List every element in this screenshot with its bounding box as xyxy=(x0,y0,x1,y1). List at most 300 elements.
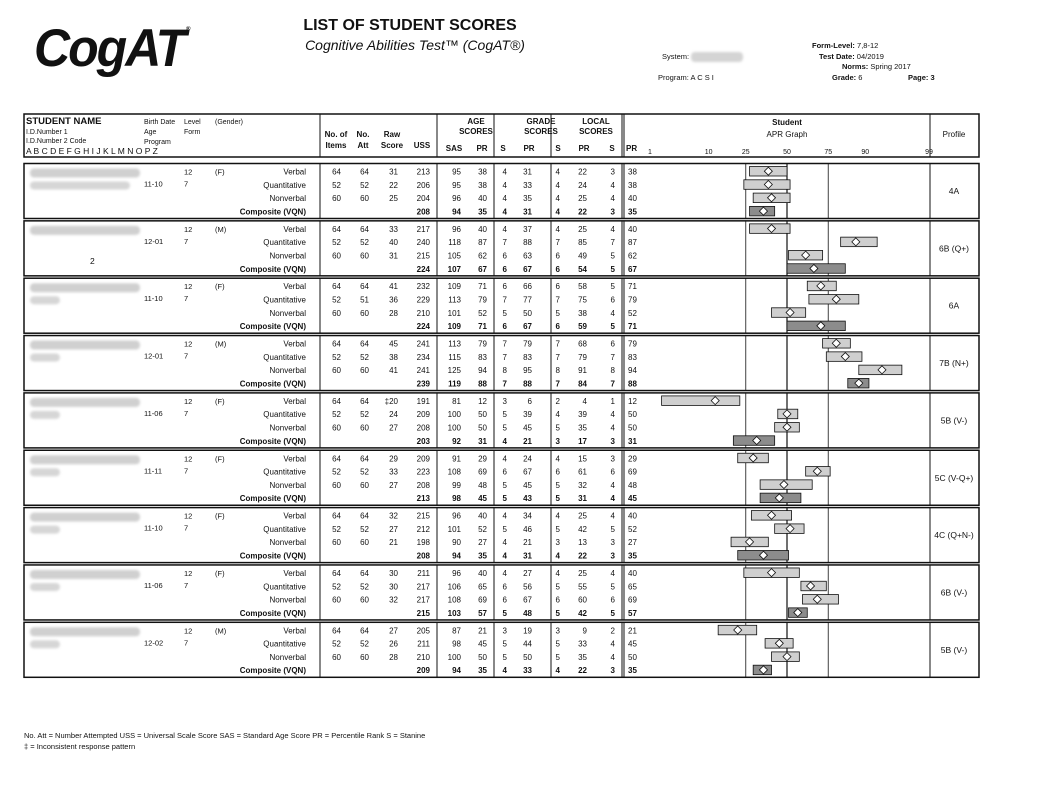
student-block xyxy=(24,336,979,391)
score-sas: 96 xyxy=(452,511,461,521)
graph-tick-25: 25 xyxy=(741,149,750,156)
graph-pr-value: 35 xyxy=(628,207,637,217)
score-local-s: 4 xyxy=(610,194,615,204)
score-items: 64 xyxy=(332,167,341,177)
score-age-pr: 69 xyxy=(478,595,487,605)
score-local-s: 3 xyxy=(610,436,615,446)
score-age-pr: 52 xyxy=(478,524,487,534)
graph-pr-value: 57 xyxy=(628,608,637,618)
score-grade-s: 2 xyxy=(555,396,560,406)
student-age: 11-10 xyxy=(144,523,163,533)
score-att: 52 xyxy=(360,524,369,534)
score-row-label: Quantitative xyxy=(263,238,306,248)
student-form: 7 xyxy=(184,351,189,361)
score-uss: 208 xyxy=(416,551,430,561)
score-age-pr: 50 xyxy=(478,423,487,433)
score-local-pr: 54 xyxy=(578,264,587,274)
graph-pr-value: 71 xyxy=(628,282,637,292)
graph-pr-value: 67 xyxy=(628,264,637,274)
redacted-name xyxy=(30,627,140,636)
score-grade-pr: 44 xyxy=(523,639,532,649)
score-uss: 232 xyxy=(416,282,430,292)
score-age-s: 4 xyxy=(502,224,507,234)
score-local-s: 5 xyxy=(610,524,615,534)
student-gender: (F) xyxy=(215,454,225,464)
score-age-s: 4 xyxy=(502,551,507,561)
score-grade-s: 5 xyxy=(555,608,560,618)
score-att: 64 xyxy=(360,167,369,177)
score-grade-pr: 67 xyxy=(523,595,532,605)
score-local-pr: 22 xyxy=(578,207,587,217)
graph-pr-value: 69 xyxy=(628,467,637,477)
score-raw: 28 xyxy=(389,308,398,318)
score-row-label: Verbal xyxy=(283,224,306,234)
score-sas: 113 xyxy=(448,339,461,349)
score-att: 52 xyxy=(360,582,369,592)
score-row-label: Composite (VQN) xyxy=(239,551,306,561)
student-age: 12-02 xyxy=(144,638,164,648)
score-local-pr: 55 xyxy=(578,582,587,592)
score-grade-pr: 66 xyxy=(523,282,532,292)
score-grade-s: 4 xyxy=(555,194,560,204)
score-grade-pr: 6 xyxy=(527,396,532,406)
student-profile: 6B (Q+) xyxy=(939,243,969,254)
graph-pr-value: 40 xyxy=(628,568,637,578)
apr-confidence-band xyxy=(662,396,740,406)
score-local-s: 5 xyxy=(610,282,615,292)
score-sas: 96 xyxy=(452,224,461,234)
score-sas: 113 xyxy=(448,295,461,305)
score-uss: 209 xyxy=(416,454,430,464)
score-row-label: Composite (VQN) xyxy=(239,379,306,389)
score-grade-pr: 31 xyxy=(523,167,532,177)
score-uss: 206 xyxy=(416,180,430,190)
graph-pr-value: 62 xyxy=(628,251,637,261)
score-raw: 32 xyxy=(389,511,398,521)
program-info: Program: A C S I xyxy=(658,73,714,82)
graph-pr-value: 50 xyxy=(628,652,637,662)
score-uss: 208 xyxy=(416,480,430,490)
student-level: 12 xyxy=(184,224,193,234)
graph-pr-value: 50 xyxy=(628,410,637,420)
score-raw: 27 xyxy=(389,524,398,534)
score-row-label: Verbal xyxy=(283,282,306,292)
page-info: Page: 3 xyxy=(908,73,935,82)
header-items: Items xyxy=(325,141,347,150)
header-sas: SAS xyxy=(445,144,463,153)
student-block xyxy=(24,164,979,219)
graph-tick-10: 10 xyxy=(704,149,713,156)
score-age-s: 3 xyxy=(502,396,507,406)
score-sas: 119 xyxy=(448,379,461,389)
score-age-pr: 45 xyxy=(478,639,487,649)
score-local-pr: 25 xyxy=(578,568,587,578)
graph-pr-value: 12 xyxy=(628,396,637,406)
score-age-s: 4 xyxy=(502,454,507,464)
score-age-s: 6 xyxy=(502,582,507,592)
score-age-pr: 38 xyxy=(478,180,487,190)
score-age-pr: 29 xyxy=(478,454,487,464)
score-uss: 198 xyxy=(416,538,430,548)
header-no-of: No. of xyxy=(324,130,348,139)
student-block-border xyxy=(24,508,979,563)
score-raw: 29 xyxy=(389,454,398,464)
form-level-info: Form-Level: 7,8-12 xyxy=(812,41,879,50)
score-local-s: 7 xyxy=(610,352,615,362)
score-uss: 217 xyxy=(416,595,430,605)
student-block xyxy=(24,450,979,505)
score-age-s: 5 xyxy=(502,480,507,490)
score-age-pr: 71 xyxy=(478,282,487,292)
score-uss: 215 xyxy=(416,608,430,618)
score-local-pr: 22 xyxy=(578,666,587,676)
graph-tick-50: 50 xyxy=(783,149,791,156)
header-grade-pr: PR xyxy=(523,144,535,153)
header-score: Score xyxy=(380,141,404,150)
score-grade-s: 3 xyxy=(555,538,560,548)
score-grade-s: 7 xyxy=(555,352,560,362)
report-subtitle: Cognitive Abilities Test™ (CogAT®) xyxy=(305,37,525,53)
score-age-s: 7 xyxy=(502,379,507,389)
student-profile: 6A xyxy=(948,300,960,311)
score-local-pr: 59 xyxy=(578,322,587,332)
redacted-name xyxy=(30,455,140,464)
student-gender: (F) xyxy=(215,396,225,406)
student-level: 12 xyxy=(184,282,193,292)
score-age-pr: 67 xyxy=(478,264,487,274)
student-form: 7 xyxy=(184,408,189,418)
student-form: 7 xyxy=(184,466,189,476)
header-birth-date: Birth Date xyxy=(144,119,176,126)
score-sas: 94 xyxy=(452,666,461,676)
score-uss: 240 xyxy=(416,238,430,248)
score-row-label: Verbal xyxy=(283,511,306,521)
student-form: 7 xyxy=(184,179,189,189)
score-grade-s: 5 xyxy=(555,494,560,504)
student-level: 12 xyxy=(184,454,193,464)
score-local-s: 3 xyxy=(610,454,615,464)
cogat-logo: CogAT ® xyxy=(34,18,191,78)
score-att: 64 xyxy=(360,396,369,406)
score-grade-s: 7 xyxy=(555,339,560,349)
score-row-label: Nonverbal xyxy=(269,366,306,376)
score-grade-pr: 33 xyxy=(523,180,532,190)
score-age-pr: 71 xyxy=(478,322,487,332)
header-grade-s: S xyxy=(555,144,561,153)
redacted-id xyxy=(30,296,60,304)
score-local-pr: 60 xyxy=(578,595,587,605)
score-items: 64 xyxy=(332,454,341,464)
header-raw: Raw xyxy=(383,130,401,139)
score-age-s: 5 xyxy=(502,608,507,618)
score-grade-pr: 45 xyxy=(523,423,532,433)
score-age-pr: 79 xyxy=(478,295,487,305)
score-sas: 107 xyxy=(447,264,461,274)
score-att: 52 xyxy=(360,639,369,649)
student-block-border xyxy=(24,450,979,505)
score-row-label: Composite (VQN) xyxy=(239,494,306,504)
score-items: 52 xyxy=(332,238,341,248)
header-age-scores: AGE xyxy=(467,117,485,126)
student-level: 12 xyxy=(184,167,193,177)
student-level: 12 xyxy=(184,626,193,636)
score-grade-pr: 83 xyxy=(523,352,532,362)
score-age-s: 4 xyxy=(502,538,507,548)
student-profile: 5B (V-) xyxy=(940,644,968,655)
score-raw: 28 xyxy=(389,652,398,662)
score-uss: 234 xyxy=(416,352,430,362)
score-grade-s: 4 xyxy=(555,207,560,217)
score-grade-pr: 50 xyxy=(523,652,532,662)
score-grade-pr: 77 xyxy=(523,295,532,305)
graph-pr-value: 35 xyxy=(628,551,637,561)
score-row-label: Quantitative xyxy=(263,582,306,592)
score-age-s: 4 xyxy=(502,194,507,204)
score-age-pr: 35 xyxy=(478,207,487,217)
graph-pr-value: 40 xyxy=(628,194,637,204)
score-grade-pr: 35 xyxy=(523,194,532,204)
score-items: 64 xyxy=(332,626,341,636)
graph-pr-value: 88 xyxy=(628,379,637,389)
score-items: 64 xyxy=(332,568,341,578)
score-age-s: 6 xyxy=(502,322,507,332)
score-att: 64 xyxy=(360,626,369,636)
score-uss: 239 xyxy=(416,379,430,389)
student-block-border xyxy=(24,164,979,219)
score-raw: 25 xyxy=(389,194,398,204)
score-row-label: Composite (VQN) xyxy=(239,264,306,274)
score-age-s: 5 xyxy=(502,423,507,433)
graph-pr-value: 79 xyxy=(628,295,637,305)
score-sas: 94 xyxy=(452,207,461,217)
score-grade-s: 4 xyxy=(555,180,560,190)
score-row-label: Nonverbal xyxy=(269,423,306,433)
score-grade-s: 5 xyxy=(555,480,560,490)
score-age-s: 6 xyxy=(502,467,507,477)
score-local-pr: 84 xyxy=(578,379,587,389)
redacted-id xyxy=(30,411,60,419)
score-local-pr: 13 xyxy=(578,538,587,548)
score-age-pr: 50 xyxy=(478,652,487,662)
student-profile: 4A xyxy=(948,186,960,196)
score-sas: 94 xyxy=(452,551,461,561)
score-raw: 31 xyxy=(389,167,398,177)
score-raw: 24 xyxy=(389,410,398,420)
score-grade-pr: 34 xyxy=(523,511,532,521)
score-age-pr: 52 xyxy=(478,308,487,318)
score-local-s: 4 xyxy=(610,652,615,662)
score-grade-s: 4 xyxy=(555,454,560,464)
student-profile: 7B (N+) xyxy=(939,358,969,369)
student-form: 7 xyxy=(184,523,189,533)
score-age-s: 6 xyxy=(502,264,507,274)
score-grade-s: 5 xyxy=(555,652,560,662)
header-alphabet: A B C D E F G H I J K L M N O P Z xyxy=(26,146,158,156)
score-raw: 32 xyxy=(389,595,398,605)
score-items: 52 xyxy=(332,295,341,305)
score-age-s: 3 xyxy=(502,626,507,636)
score-uss: 208 xyxy=(416,423,430,433)
score-row-label: Quantitative xyxy=(263,180,306,190)
score-grade-pr: 24 xyxy=(523,454,532,464)
score-local-s: 4 xyxy=(610,410,615,420)
score-att: 64 xyxy=(360,282,369,292)
score-age-pr: 31 xyxy=(478,436,487,446)
score-att: 60 xyxy=(360,251,369,261)
score-att: 64 xyxy=(360,511,369,521)
score-uss: 223 xyxy=(416,467,430,477)
score-row-label: Nonverbal xyxy=(269,194,306,204)
student-gender: (F) xyxy=(215,511,225,521)
header-apr-graph: APR Graph xyxy=(766,130,808,139)
redacted-id xyxy=(30,468,60,476)
score-uss: 241 xyxy=(416,339,430,349)
graph-tick-90: 90 xyxy=(861,149,870,156)
header-program: Program xyxy=(144,139,171,146)
score-items: 52 xyxy=(332,582,341,592)
graph-pr-value: 83 xyxy=(628,352,637,362)
score-age-pr: 40 xyxy=(478,194,487,204)
student-age: 11-10 xyxy=(144,179,163,189)
score-uss: 213 xyxy=(416,167,430,177)
score-sas: 81 xyxy=(452,396,461,406)
header-student-name: STUDENT NAME xyxy=(26,116,102,127)
score-uss: 215 xyxy=(416,511,430,521)
graph-pr-value: 38 xyxy=(628,180,637,190)
student-form: 7 xyxy=(184,236,189,246)
score-row-label: Quantitative xyxy=(263,295,306,305)
score-row-label: Nonverbal xyxy=(269,251,306,261)
score-sas: 90 xyxy=(452,538,461,548)
score-age-s: 7 xyxy=(502,238,507,248)
score-local-s: 1 xyxy=(610,396,615,406)
score-local-s: 4 xyxy=(610,224,615,234)
student-block xyxy=(24,393,979,448)
test-date-info: Test Date: 04/2019 xyxy=(819,52,884,61)
score-uss: 224 xyxy=(416,264,430,274)
score-local-pr: 75 xyxy=(578,295,587,305)
student-block-border xyxy=(24,622,979,677)
score-local-s: 5 xyxy=(610,608,615,618)
header-id2: I.D.Number 2 Code xyxy=(26,138,87,145)
score-grade-s: 6 xyxy=(555,595,560,605)
score-grade-s: 6 xyxy=(555,282,560,292)
score-grade-s: 6 xyxy=(555,251,560,261)
score-sas: 115 xyxy=(448,352,461,362)
graph-pr-value: 52 xyxy=(628,524,637,534)
score-grade-s: 4 xyxy=(555,511,560,521)
score-att: 64 xyxy=(360,454,369,464)
score-grade-s: 8 xyxy=(555,366,560,376)
score-age-s: 5 xyxy=(502,639,507,649)
graph-pr-value: 65 xyxy=(628,582,637,592)
score-raw: 27 xyxy=(389,423,398,433)
score-age-s: 5 xyxy=(502,308,507,318)
score-grade-s: 6 xyxy=(555,322,560,332)
score-grade-s: 7 xyxy=(555,238,560,248)
score-age-s: 5 xyxy=(502,524,507,534)
score-att: 52 xyxy=(360,180,369,190)
score-age-s: 7 xyxy=(502,352,507,362)
student-gender: (M) xyxy=(215,224,227,234)
student-level: 12 xyxy=(184,511,193,521)
score-age-pr: 38 xyxy=(478,167,487,177)
graph-pr-value: 40 xyxy=(628,511,637,521)
graph-pr-value: 38 xyxy=(628,167,637,177)
score-sas: 109 xyxy=(447,322,461,332)
score-att: 52 xyxy=(360,467,369,477)
student-age: 12-01 xyxy=(144,236,164,246)
header-profile: Profile xyxy=(942,130,966,139)
graph-pr-value: 94 xyxy=(628,366,637,376)
score-row-label: Quantitative xyxy=(263,467,306,477)
score-items: 64 xyxy=(332,396,341,406)
score-att: 60 xyxy=(360,480,369,490)
score-att: 52 xyxy=(360,238,369,248)
graph-pr-value: 35 xyxy=(628,666,637,676)
score-local-pr: 15 xyxy=(578,454,587,464)
score-local-pr: 22 xyxy=(578,167,587,177)
score-age-s: 8 xyxy=(502,366,507,376)
score-row-label: Composite (VQN) xyxy=(239,207,306,217)
score-row-label: Verbal xyxy=(283,626,306,636)
score-age-pr: 40 xyxy=(478,224,487,234)
score-grade-pr: 67 xyxy=(523,322,532,332)
score-local-pr: 39 xyxy=(578,410,587,420)
score-age-pr: 87 xyxy=(478,238,487,248)
redacted-name xyxy=(30,398,140,407)
graph-pr-value: 48 xyxy=(628,480,637,490)
header-no: No. xyxy=(356,130,370,139)
student-block xyxy=(24,221,979,276)
score-local-s: 5 xyxy=(610,264,615,274)
score-items: 60 xyxy=(332,366,341,376)
score-local-pr: 32 xyxy=(578,480,587,490)
score-raw: 45 xyxy=(389,339,398,349)
student-block xyxy=(24,622,979,677)
score-grade-pr: 67 xyxy=(523,467,532,477)
score-raw: 27 xyxy=(389,480,398,490)
score-age-pr: 50 xyxy=(478,410,487,420)
score-row-label: Nonverbal xyxy=(269,308,306,318)
score-uss: 203 xyxy=(416,436,430,446)
header-uss: USS xyxy=(413,141,431,150)
redacted-name xyxy=(30,169,140,178)
score-row-label: Quantitative xyxy=(263,639,306,649)
student-block xyxy=(24,278,979,333)
score-age-s: 4 xyxy=(502,511,507,521)
score-items: 52 xyxy=(332,352,341,362)
score-sas: 96 xyxy=(452,568,461,578)
score-local-pr: 35 xyxy=(578,652,587,662)
score-uss: 229 xyxy=(416,295,430,305)
score-grade-s: 4 xyxy=(555,568,560,578)
score-items: 52 xyxy=(332,524,341,534)
student-block xyxy=(24,565,979,620)
score-sas: 99 xyxy=(452,480,461,490)
score-grade-s: 6 xyxy=(555,264,560,274)
score-local-s: 5 xyxy=(610,251,615,261)
score-age-pr: 27 xyxy=(478,538,487,548)
score-row-label: Verbal xyxy=(283,167,306,177)
score-age-pr: 88 xyxy=(478,379,487,389)
score-local-pr: 31 xyxy=(578,494,587,504)
score-grade-pr: 31 xyxy=(523,207,532,217)
report-title: LIST OF STUDENT SCORES xyxy=(303,17,517,34)
header-age-s: S xyxy=(500,144,506,153)
score-raw: 41 xyxy=(389,282,398,292)
score-local-s: 4 xyxy=(610,308,615,318)
